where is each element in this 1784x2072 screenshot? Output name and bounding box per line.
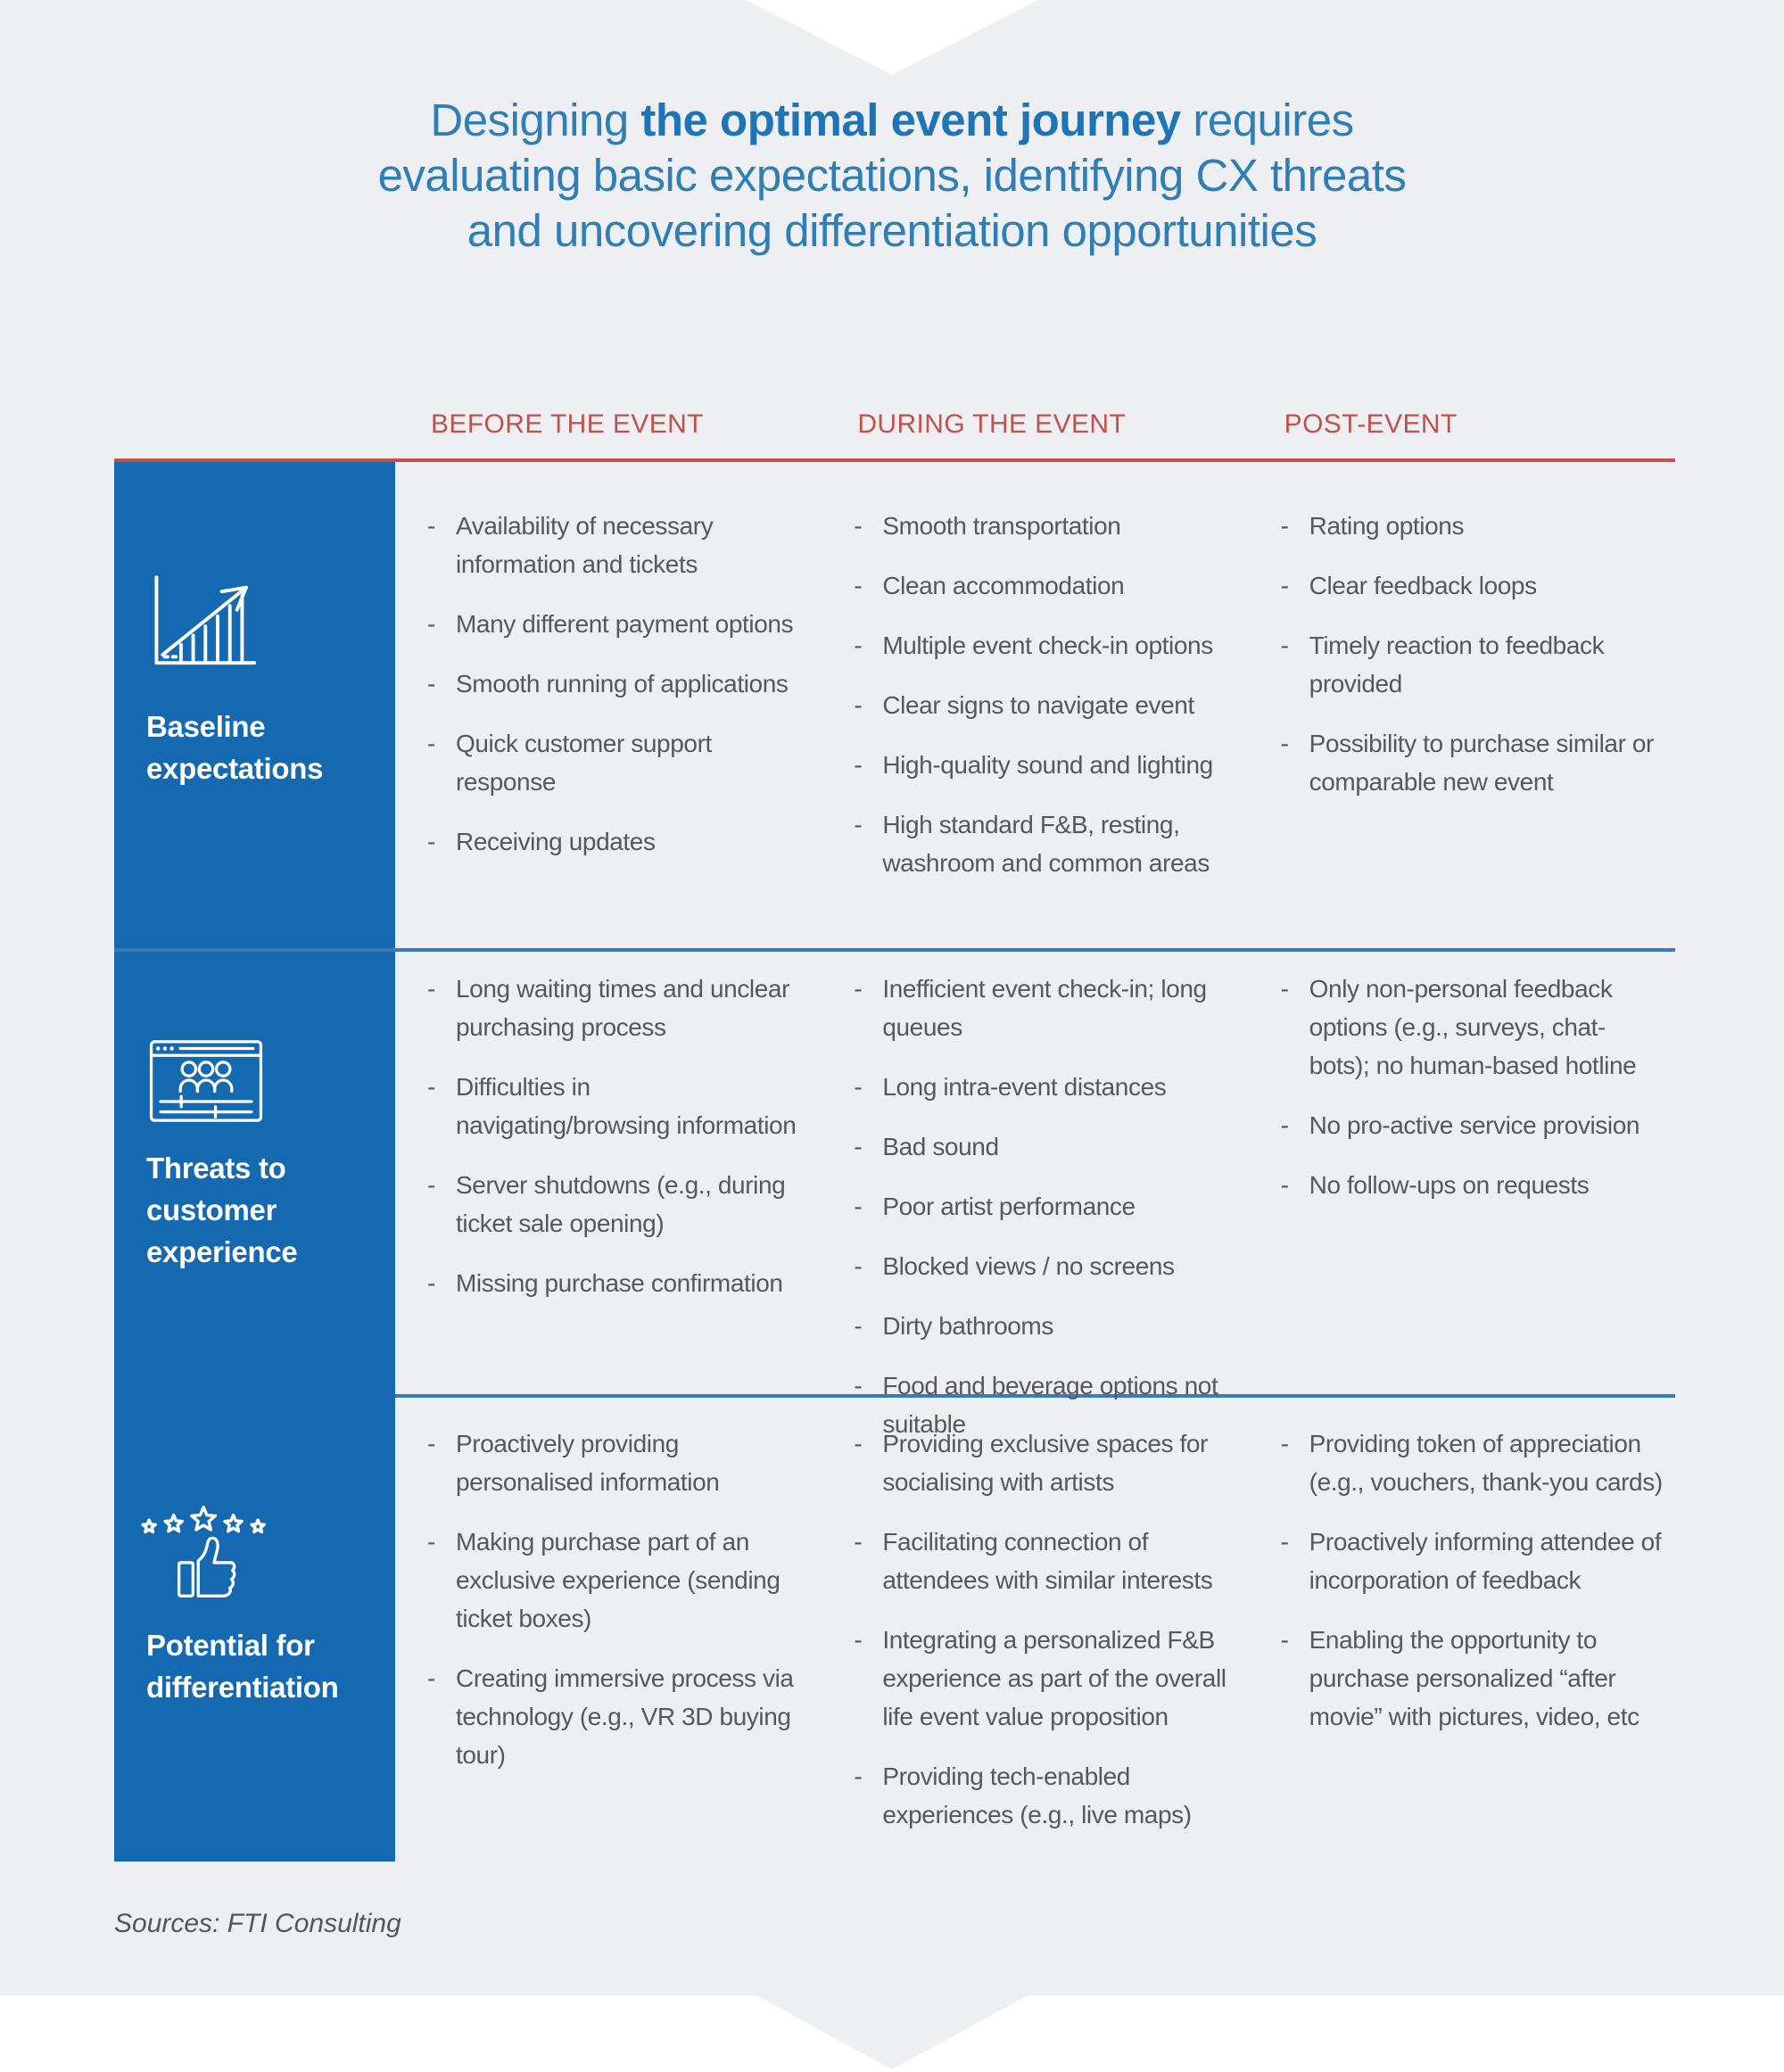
dash-bullet: -: [854, 572, 863, 599]
dash-bullet: -: [854, 512, 863, 540]
title-line-3: and uncovering differentiation opportunities: [467, 205, 1317, 256]
title-text: Designing: [430, 95, 641, 145]
dash-bullet: -: [854, 1073, 863, 1101]
dash-bullet: -: [854, 1762, 863, 1790]
list-item: - Making purchase part of an exclusive experience (sending ticket boxes): [427, 1523, 809, 1638]
title-text: requires: [1180, 95, 1354, 145]
bottom-white-band: [0, 1995, 1784, 2072]
bullet-list: [854, 970, 1235, 1443]
dash-bullet: -: [427, 1528, 435, 1556]
list-item: - Integrating a personalized F&B experience as part of the overall life event value proposition: [854, 1621, 1235, 1736]
row-label: Potential for differentiation: [146, 1629, 339, 1704]
bullet-list: [1281, 507, 1663, 801]
list-item: - Blocked views / no screens: [854, 1247, 1235, 1285]
dash-bullet: -: [1280, 975, 1289, 1003]
dash-bullet: -: [1280, 1528, 1289, 1556]
source-note: Sources: FTI Consulting: [114, 1909, 401, 1938]
row-label: Baseline expectations: [146, 710, 324, 785]
bullet-list: [854, 507, 1235, 882]
list-item: - Long waiting times and unclear purchasing process: [427, 970, 809, 1046]
cell-potential-during-event: [822, 1398, 1248, 1861]
dash-bullet: -: [854, 1430, 863, 1457]
dash-bullet: -: [1280, 1430, 1289, 1457]
dash-bullet: -: [854, 1193, 863, 1220]
row-label-cell-threats: [114, 952, 395, 1465]
cell-potential-post-event: [1249, 1398, 1675, 1861]
list-item: - Availability of necessary information and tickets: [427, 507, 809, 583]
list-item: - Only non-personal feedback options (e.g., surveys, chat-bots); no human-based hotline: [1281, 970, 1663, 1085]
list-item: - Timely reaction to feedback provided: [1281, 626, 1663, 703]
dash-bullet: -: [427, 1664, 435, 1692]
list-item: - Enabling the opportunity to purchase personalized “after movie” with pictures, video, etc: [1281, 1621, 1663, 1736]
dash-bullet: -: [1280, 512, 1289, 540]
list-item: - Difficulties in navigating/browsing information: [427, 1068, 809, 1144]
dash-bullet: -: [1280, 572, 1289, 599]
list-item: - Dirty bathrooms: [854, 1307, 1235, 1345]
cell-threats-post-event: [1249, 952, 1675, 1465]
cell-threats-during-event: [822, 952, 1248, 1465]
table-row-baseline-expectations: [114, 462, 1675, 948]
list-item: - Rating options: [1281, 507, 1663, 545]
column-header-before-event: BEFORE THE EVENT: [431, 409, 704, 439]
list-item: - Clean accommodation: [854, 566, 1235, 605]
list-item: - Smooth running of applications: [427, 665, 809, 703]
list-item: - Missing purchase confirmation: [427, 1264, 809, 1302]
bullet-list: [427, 970, 809, 1302]
column-header-post-event: POST-EVENT: [1284, 409, 1458, 439]
dash-bullet: -: [427, 670, 435, 698]
bottom-chevron-decoration: [756, 1995, 1028, 2069]
cell-threats-before-event: [395, 952, 822, 1465]
bullet-list: [1281, 1424, 1663, 1736]
list-item: - Providing exclusive spaces for socialising with artists: [854, 1424, 1235, 1501]
list-item: - Bad sound: [854, 1127, 1235, 1166]
dash-bullet: -: [854, 1252, 863, 1280]
list-item: - Clear feedback loops: [1281, 566, 1663, 605]
header-spacer: [114, 409, 395, 441]
table-row-potential-differentiation: [114, 1394, 1675, 1861]
dash-bullet: -: [854, 1372, 863, 1399]
list-item: - Food and beverage options not suitable: [854, 1366, 1235, 1443]
audience-browser-icon: [146, 1038, 266, 1124]
row-label: Threats to customer experience: [146, 1152, 298, 1268]
list-item: - No pro-active service provision: [1281, 1106, 1663, 1144]
list-item: - Proactively providing personalised information: [427, 1424, 809, 1501]
list-item: - Server shutdowns (e.g., during ticket sale opening): [427, 1166, 809, 1242]
dash-bullet: -: [854, 1528, 863, 1556]
page-title: [0, 93, 1784, 259]
list-item: - High standard F&B, resting, washroom and common areas: [854, 805, 1235, 882]
dash-bullet: -: [1280, 1626, 1289, 1654]
bullet-list: [1281, 970, 1663, 1204]
cell-baseline-post-event: [1249, 462, 1675, 948]
dash-bullet: -: [427, 1171, 435, 1199]
list-item: - Many different payment options: [427, 605, 809, 643]
row-label-cell-potential: [114, 1398, 395, 1861]
row-label-cell-baseline: [114, 462, 395, 948]
list-item: - No follow-ups on requests: [1281, 1166, 1663, 1204]
dash-bullet: -: [427, 512, 435, 540]
dash-bullet: -: [854, 1312, 863, 1340]
column-header-during-event: DURING THE EVENT: [857, 409, 1127, 439]
list-item: - Quick customer support response: [427, 724, 809, 801]
rating-thumbs-up-icon: [136, 1505, 287, 1610]
dash-bullet: -: [854, 632, 863, 659]
table-row-threats-to-cx: [114, 948, 1675, 1438]
list-item: - Receiving updates: [427, 822, 809, 861]
title-bold-text: the optimal event journey: [640, 95, 1181, 145]
list-item: - Long intra-event distances: [854, 1068, 1235, 1106]
list-item: - Providing tech-enabled experiences (e.g., live maps): [854, 1757, 1235, 1834]
dash-bullet: -: [854, 811, 863, 838]
cell-baseline-during-event: [822, 462, 1248, 948]
bullet-list: [854, 1424, 1235, 1834]
list-item: - Facilitating connection of attendees with similar interests: [854, 1523, 1235, 1599]
cell-potential-before-event: [395, 1398, 822, 1861]
title-line-1: [0, 93, 1784, 148]
column-headers: [114, 409, 1675, 441]
dash-bullet: -: [427, 730, 435, 757]
dash-bullet: -: [854, 691, 863, 719]
bullet-list: [427, 507, 809, 861]
list-item: - Proactively informing attendee of incorporation of feedback: [1281, 1523, 1663, 1599]
list-item: - Possibility to purchase similar or comparable new event: [1281, 724, 1663, 801]
dash-bullet: -: [854, 975, 863, 1003]
dash-bullet: -: [854, 751, 863, 779]
bullet-list: [427, 1424, 809, 1774]
list-item: - Inefficient event check-in; long queues: [854, 970, 1235, 1046]
list-item: - Providing token of appreciation (e.g., vouchers, thank-you cards): [1281, 1424, 1663, 1501]
top-chevron-decoration: [746, 0, 1038, 75]
growth-chart-icon: [146, 566, 260, 678]
list-item: - Multiple event check-in options: [854, 626, 1235, 665]
dash-bullet: -: [427, 828, 435, 855]
dash-bullet: -: [427, 1269, 435, 1297]
dash-bullet: -: [1280, 1171, 1289, 1199]
dash-bullet: -: [427, 1430, 435, 1457]
cell-baseline-before-event: [395, 462, 822, 948]
dash-bullet: -: [1280, 730, 1289, 757]
dash-bullet: -: [854, 1626, 863, 1654]
list-item: - Smooth transportation: [854, 507, 1235, 545]
dash-bullet: -: [854, 1133, 863, 1160]
dash-bullet: -: [1280, 1111, 1289, 1139]
list-item: - Clear signs to navigate event: [854, 686, 1235, 724]
dash-bullet: -: [427, 975, 435, 1003]
dash-bullet: -: [427, 610, 435, 638]
dash-bullet: -: [427, 1073, 435, 1101]
title-line-2: evaluating basic expectations, identifying CX threats: [377, 150, 1407, 201]
list-item: - Creating immersive process via technology (e.g., VR 3D buying tour): [427, 1659, 809, 1774]
list-item: - High-quality sound and lighting: [854, 746, 1235, 784]
journey-matrix-table: [114, 462, 1675, 1861]
list-item: - Poor artist performance: [854, 1187, 1235, 1226]
dash-bullet: -: [1280, 632, 1289, 659]
